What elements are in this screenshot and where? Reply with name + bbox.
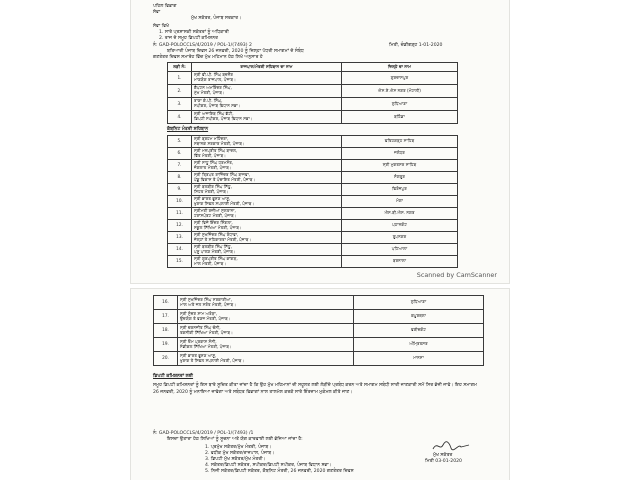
- serial-number: 7.: [168, 160, 192, 172]
- guest-name: ਸ੍ਰੀ ਬਲਬੀਰ ਸਿੰਘ ਸਿੱਧੂ,: [194, 243, 232, 249]
- district-name: ਜਲੰਧਰ: [342, 148, 458, 160]
- serial-number: 3.: [168, 98, 192, 111]
- district-name: ਮੋਗਾ: [342, 196, 458, 208]
- guest-cell: [192, 244, 342, 256]
- table-row: [154, 352, 484, 366]
- district-name: ਫਿਰੋਜ਼ਪੁਰ: [342, 184, 458, 196]
- header-line: ਪਹਿਲ ਵਿਭਾਗ: [153, 4, 177, 9]
- table-row: [154, 324, 484, 338]
- signature-mark: [431, 439, 471, 453]
- guest-name: ਸ੍ਰੀ ਸੁਖਜਿੰਦਰ ਸਿੰਘ ਰੰਧਾਵਾ,: [194, 231, 239, 237]
- guest-designation: ਉਦਯੋਗ ਤੇ ਵਣਜ ਮੰਤਰੀ, ਪੰਜਾਬ।: [180, 315, 231, 321]
- serial-number: 2.: [168, 85, 192, 98]
- guest-name: ਸ੍ਰੀ ਭਾਰਤ ਭੂਸ਼ਣ ਆਸ਼ੂ,: [194, 195, 231, 201]
- district-name: ਸ੍ਰੀ ਮੁਕਤਸਰ ਸਾਹਿਬ: [342, 160, 458, 172]
- serial-number: 19.: [154, 338, 178, 352]
- table-row: [168, 98, 458, 111]
- guest-cell: [192, 160, 342, 172]
- guest-designation: ਮੁੱਖ ਮੰਤਰੀ, ਪੰਜਾਬ।: [194, 90, 225, 95]
- header-line: ਮੁੱਖ ਸਕੱਤਰ, ਪੰਜਾਬ ਸਰਕਾਰ।: [191, 16, 242, 21]
- table-row: [168, 220, 458, 232]
- table-row: [154, 296, 484, 310]
- guest-designation: ਟਰਾਂਸਪੋਰਟ ਮੰਤਰੀ, ਪੰਜਾਬ।: [194, 212, 237, 218]
- serial-number: 1.: [168, 72, 192, 85]
- district-name: ਪਠਾਨਕੋਟ: [342, 220, 458, 232]
- guest-name: ਕੈਪਟਨ ਅਮਰਿੰਦਰ ਸਿੰਘ,: [194, 85, 232, 91]
- district-name: ਬਠਿੰਡਾ: [342, 111, 458, 124]
- chief-guests-table: [167, 62, 458, 124]
- date-line: ਮਿਤੀ, ਚੰਡੀਗੜ੍ਹ 1-01-2020: [389, 43, 443, 48]
- copy-to-line: ਇਸਦਾ ਉਤਾਰਾ ਹੇਠ ਲਿਖਿਆਂ ਨੂੰ ਸੂਚਨਾ ਅਤੇ ਯੋਗ ਕਾਰਵਾਈ ਲਈ ਭੇਜਿਆ ਜਾਂਦਾ ਹੈ:: [167, 437, 303, 442]
- guest-cell: [192, 98, 342, 111]
- guest-name: ਸ੍ਰੀ ਓਮ ਪ੍ਰਕਾਸ਼ ਸੋਨੀ,: [180, 338, 217, 344]
- serial-number: 10.: [168, 196, 192, 208]
- table-row: [168, 172, 458, 184]
- table-row: [154, 310, 484, 324]
- recipient-line: 1. ਸਾਰੇ ਪ੍ਰਸ਼ਾਸਕੀ ਸਕੱਤਰਾਂ ਨੂੰ ਅਧਿਕਾਰੀ: [159, 30, 229, 35]
- guest-designation: ਵਿੱਤ ਮੰਤਰੀ, ਪੰਜਾਬ।: [194, 152, 227, 158]
- serial-number: 12.: [168, 220, 192, 232]
- guest-name: ਸ੍ਰੀ ਭਾਰਤ ਭੂਸ਼ਣ ਆਸ਼ੂ,: [180, 352, 217, 358]
- copy-list-item: 5. ਨਿਜੀ ਸਕੱਤਰ/ਡਿਪਟੀ ਸਕੱਤਰ, ਕੈਬਨਿਟ ਮੰਤਰੀ, 26 ਜਨਵਰੀ, 2020 ਗਣਤੰਤਰ ਦਿਵਸ: [205, 469, 354, 474]
- serial-number: 6.: [168, 148, 192, 160]
- guest-designation: ਪਸ਼ੂ ਪਾਲਣ ਮੰਤਰੀ, ਪੰਜਾਬ।: [194, 248, 236, 254]
- guest-designation: ਖੁਰਾਕ ਸਿਵਲ ਸਪਲਾਈ ਮੰਤਰੀ, ਪੰਜਾਬ।: [194, 200, 255, 206]
- header-line: ਸੇਵਾ: [153, 10, 161, 15]
- reference-number: ਨੰ: GAD-POLOCCLS/4/2019 / POL-1/(7493) 2: [153, 43, 252, 48]
- guest-name: ਸ੍ਰੀ ਸੁੰਦਰ ਸ਼ਾਮ ਅਰੋੜਾ,: [180, 310, 217, 316]
- copy-list-item: 2. ਵਧੀਕ ਮੁੱਖ ਸਕੱਤਰ/ਰਾਜਪਾਲ, ਪੰਜਾਬ।: [205, 451, 275, 456]
- guest-name: ਸ੍ਰੀ ਤ੍ਰਿਪਤ ਰਾਜਿੰਦਰ ਸਿੰਘ ਬਾਜਵਾ,: [194, 171, 251, 177]
- guest-cell: [192, 172, 342, 184]
- table-row: [168, 85, 458, 98]
- signature-date: ਮਿਤੀ 03-01-2020: [425, 459, 462, 464]
- column-header: ਰਾਜਪਾਲ/ਮੰਤਰੀ ਸਹਿਬਾਨ ਦਾ ਨਾਮ: [192, 63, 342, 72]
- guest-designation: ਪੇਂਡੂ ਵਿਕਾਸ ਤੇ ਪੰਚਾਇਤ ਮੰਤਰੀ, ਪੰਜਾਬ।: [194, 176, 256, 182]
- guest-cell: [192, 72, 342, 85]
- guest-cell: [192, 256, 342, 268]
- guest-designation: ਜੰਗਲਾਤ ਮੰਤਰੀ, ਪੰਜਾਬ।: [194, 164, 232, 170]
- table-row: [168, 208, 458, 220]
- section-title: ਡਿਪਟੀ ਕਮਿਸ਼ਨਰਾਂ ਲਈ: [153, 374, 194, 379]
- table-row: [168, 184, 458, 196]
- guest-name: ਸ੍ਰੀ ਮਨਪ੍ਰੀਤ ਸਿੰਘ ਬਾਦਲ,: [194, 147, 238, 153]
- table-row: [168, 136, 458, 148]
- guest-name: ਰਾਣਾ ਕੇ.ਪੀ. ਸਿੰਘ,: [194, 98, 223, 104]
- table-row: [168, 160, 458, 172]
- serial-number: 5.: [168, 136, 192, 148]
- subject-line-2: ਗਣਤੰਤਰ ਦਿਵਸ ਸਮਾਰੋਹ ਵਿੱਚ ਮੁੱਖ ਮਹਿਮਾਨ ਹੇਠ ਲਿਖੇ ਅਨੁਸਾਰ ਹੋ: [153, 55, 263, 60]
- table-row: [168, 148, 458, 160]
- column-header: ਜ਼ਿਲ੍ਹੇ ਦਾ ਨਾਮ: [342, 63, 458, 72]
- copy-list-item: 1. ਪ੍ਰਮੁੱਖ ਸਕੱਤਰ/ਮੁੱਖ ਮੰਤਰੀ, ਪੰਜਾਬ।: [205, 445, 272, 450]
- document-page-2: [131, 289, 509, 480]
- guest-name: ਸ੍ਰੀ ਸੁਖਜਿੰਦਰ ਸਿੰਘ ਸਰਕਾਰੀਆ,: [180, 296, 232, 302]
- guest-designation: ਤਕਨੀਕੀ ਸਿੱਖਿਆ ਮੰਤਰੀ, ਪੰਜਾਬ।: [180, 329, 233, 335]
- guest-name: ਸ਼੍ਰੀ ਅਜਾਇਬ ਸਿੰਘ ਭੱਟੀ,: [194, 111, 234, 117]
- table-row: [168, 232, 458, 244]
- column-header: ਲੜੀ ਨੰ:: [168, 63, 192, 72]
- district-name: ਸੰਗਰੂਰ: [342, 172, 458, 184]
- guest-designation: ਡਿਪਟੀ ਸਪੀਕਰ, ਪੰਜਾਬ ਵਿਧਾਨ ਸਭਾ।: [194, 116, 253, 121]
- table-row: [168, 256, 458, 268]
- guest-name: ਸ੍ਰੀਮਤੀ ਰਜ਼ੀਆ ਸੁਲਤਾਨਾ,: [194, 207, 236, 213]
- guest-name: ਸ੍ਰੀ ਚਰਨਜੀਤ ਸਿੰਘ ਚੰਨੀ,: [180, 324, 221, 330]
- guest-designation: ਸਪੀਕਰ, ਪੰਜਾਬ ਵਿਧਾਨ ਸਭਾ।: [194, 103, 241, 108]
- guest-cell: [192, 232, 342, 244]
- guest-designation: ਜੇਲ੍ਹਾਂ ਤੇ ਸਹਿਕਾਰਤਾ ਮੰਤਰੀ, ਪੰਜਾਬ।: [194, 236, 252, 242]
- serial-number: 14.: [168, 244, 192, 256]
- table-row: [168, 196, 458, 208]
- guest-designation: ਮਾਲ ਅਤੇ ਜਲ ਸਰੋਤ ਮੰਤਰੀ, ਪੰਜਾਬ।: [180, 301, 237, 307]
- serial-number: 15.: [168, 256, 192, 268]
- guest-designation: ਸਿਹਤ ਮੰਤਰੀ, ਪੰਜਾਬ।: [194, 188, 229, 194]
- table-header-row: [168, 63, 458, 72]
- guest-designation: ਮਾਲ ਮੰਤਰੀ, ਪੰਜਾਬ।: [194, 260, 227, 266]
- guest-name: ਸ੍ਰੀ ਸਾਧੂ ਸਿੰਘ ਧਰਮਸੋਤ,: [194, 159, 234, 165]
- district-name: ਪਟਿਆਲਾ: [342, 244, 458, 256]
- table-row: [168, 111, 458, 124]
- district-name: ਮਾਨਸਾ: [354, 352, 484, 366]
- guest-designation: ਸਕੂਲ ਸਿੱਖਿਆ ਮੰਤਰੀ, ਪੰਜਾਬ।: [194, 224, 242, 230]
- district-name: ਬਰਨਾਲਾ: [342, 256, 458, 268]
- serial-number: 18.: [154, 324, 178, 338]
- signature-role: ਮੁੱਖ ਸਕੱਤਰ: [433, 453, 453, 458]
- body-paragraph: ਸਮੂਹ ਡਿਪਟੀ ਕਮਿਸ਼ਨਰਾਂ ਨੂੰ ਇਸ ਬਾਰੇ ਸੂਚਿਤ ਕੀਤਾ ਜਾਂਦਾ ਹੈ ਕਿ ਉਹ ਮੁੱਖ ਮਹਿਮਾਨਾਂ ਦੀ ਸਹੂਲਤ ਲਈ ਲੋੜੀਂਦੇ ਪ੍ਰਬੰਧ ਕਰਨ ਅਤੇ ਸਮਾਗਮ ਸਬੰਧੀ ਸਾਰੀ ਜਾਣਕਾਰੀ ਸਮੇਂ ਸਿਰ ਭੇਜੀ ਜਾਵੇ। ਇਹ ਸਮਾਗਮ 26 ਜਨਵਰੀ, 2020 ਨੂੰ ਮਨਾਇਆ ਜਾਵੇਗਾ ਅਤੇ ਸਬੰਧਤ ਵਿਭਾਗਾਂ ਨਾਲ ਤਾਲਮੇਲ ਕਰਕੇ ਸਾਰੇ ਇੰਤਜ਼ਾਮ ਮੁਕੰਮਲ ਕੀਤੇ ਜਾਣ।: [153, 383, 477, 395]
- guest-designation: ਮੈਡੀਕਲ ਸਿੱਖਿਆ ਮੰਤਰੀ, ਪੰਜਾਬ।: [180, 343, 232, 349]
- guest-name: ਸ੍ਰੀ ਗੁਰਪ੍ਰੀਤ ਸਿੰਘ ਕਾਂਗੜ,: [194, 255, 238, 261]
- cabinet-ministers-table: [167, 135, 458, 268]
- serial-number: 4.: [168, 111, 192, 124]
- serial-number: 11.: [168, 208, 192, 220]
- serial-number: 13.: [168, 232, 192, 244]
- guest-name: ਸ਼੍ਰੀ ਵੀ.ਪੀ. ਸਿੰਘ ਬਦਨੌਰ: [194, 72, 233, 78]
- guest-name: ਸ਼੍ਰੀ ਬ੍ਰਹਮ ਮਹਿੰਦਰਾ,: [194, 135, 229, 141]
- guest-designation: ਖੁਰਾਕ ਤੇ ਸਿਵਲ ਸਪਲਾਈ ਮੰਤਰੀ, ਪੰਜਾਬ।: [180, 357, 245, 363]
- district-name: ਲੁਧਿਆਣਾ: [342, 98, 458, 111]
- guest-designation: ਸਥਾਨਕ ਸਰਕਾਰ ਮੰਤਰੀ, ਪੰਜਾਬ।: [194, 140, 245, 146]
- copy-list-item: 3. ਡਿਪਟੀ ਮੁੱਖ ਸਕੱਤਰ/ਮੁੱਖ ਮੰਤਰੀ।: [205, 457, 266, 462]
- guest-cell: [192, 196, 342, 208]
- recipient-line: 2. ਰਾਜ ਦੇ ਸਮੂਹ ਡਿਪਟੀ ਕਮਿਸ਼ਨਰ: [159, 36, 218, 41]
- reference-number: ਨੰ: GAD-POLOCCLS/4/2019 / POL-1/(7493) /1: [153, 431, 254, 436]
- guest-cell: [192, 85, 342, 98]
- guest-cell: [178, 352, 354, 366]
- guest-cell: [178, 296, 354, 310]
- serial-number: 20.: [154, 352, 178, 366]
- to-label: ਸੇਵਾ ਵਿਖੇ: [153, 24, 169, 29]
- serial-number: 9.: [168, 184, 192, 196]
- document-page-1: [131, 0, 509, 283]
- district-name: ਗੁਰਦਾਸਪੁਰ: [342, 72, 458, 85]
- district-name: ਫਤਿਹਗੜ੍ਹ ਸਾਹਿਬ: [342, 136, 458, 148]
- guest-cell: [178, 338, 354, 352]
- district-name: ਰੂਪਨਗਰ: [342, 232, 458, 244]
- section-title: ਕੈਬਨਿਟ ਮੰਤਰੀ ਸਹਿਬਾਨ: [167, 127, 209, 132]
- guest-name: ਸ੍ਰੀ ਬਲਬੀਰ ਸਿੰਘ ਸਿੱਧੂ,: [194, 183, 232, 189]
- guest-cell: [192, 220, 342, 232]
- guest-cell: [192, 111, 342, 124]
- copy-list-item: 4. ਸਕੱਤਰ/ਡਿਪਟੀ ਸਕੱਤਰ, ਸਪੀਕਰ/ਡਿਪਟੀ ਸਪੀਕਰ, ਪੰਜਾਬ ਵਿਧਾਨ ਸਭਾ।: [205, 463, 332, 468]
- guest-designation: ਮਾਣਯੋਗ ਰਾਜਪਾਲ, ਪੰਜਾਬ।: [194, 77, 236, 82]
- district-name: ਲੁਧਿਆਣਾ: [354, 296, 484, 310]
- cabinet-ministers-table-continued: [153, 295, 484, 366]
- guest-cell: [192, 148, 342, 160]
- serial-number: 17.: [154, 310, 178, 324]
- subject-line: ਬਤਿਆਰੀ ਪੰਜਾਬ ਦਿਵਸ 26 ਜਨਵਰੀ, 2020 ਨੂੰ ਜ਼ਿਲ੍ਹਾ ਪੱਧਰੀ ਸਮਾਗਮਾਂ ਦੇ ਸੰਬੰਧ: [167, 49, 304, 54]
- guest-cell: [178, 310, 354, 324]
- guest-cell: [192, 184, 342, 196]
- table-row: [168, 244, 458, 256]
- table-row: [168, 72, 458, 85]
- guest-cell: [192, 208, 342, 220]
- district-name: ਐਸ.ਬੀ.ਐਸ. ਨਗਰ: [342, 208, 458, 220]
- guest-name: ਸ੍ਰੀ ਵਿਜੇ ਇੰਦਰ ਸਿੰਗਲਾ,: [194, 219, 233, 225]
- guest-cell: [178, 324, 354, 338]
- district-name: ਐਸ.ਏ.ਐਸ ਨਗਰ (ਮੋਹਾਲੀ): [342, 85, 458, 98]
- guest-cell: [192, 136, 342, 148]
- scanner-watermark: Scanned by CamScanner: [416, 271, 497, 279]
- district-name: ਕਪੂਰਥਲਾ: [354, 310, 484, 324]
- district-name: ਅੰਮ੍ਰਿਤਸਰ: [354, 338, 484, 352]
- district-name: ਫਰੀਦਕੋਟ: [354, 324, 484, 338]
- serial-number: 16.: [154, 296, 178, 310]
- table-row: [154, 338, 484, 352]
- serial-number: 8.: [168, 172, 192, 184]
